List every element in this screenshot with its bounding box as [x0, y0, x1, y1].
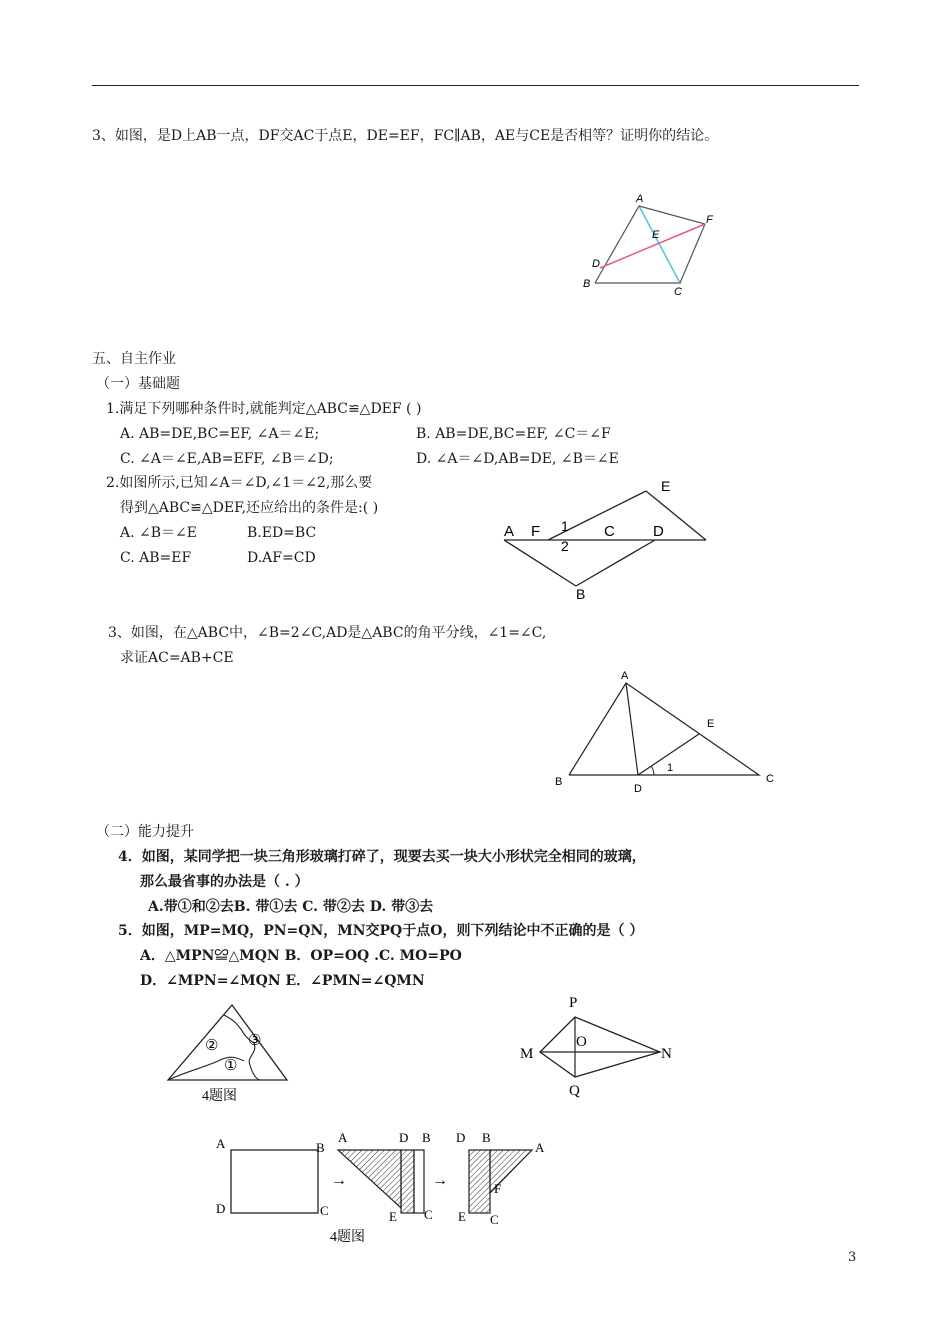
r2-label-D: D: [399, 1130, 409, 1145]
q3b-line2: 求证AC=AB+CE: [120, 650, 234, 666]
q2-option-d: D.AF=CD: [247, 550, 316, 566]
q4-options: A.带①和②去B. 带①去 C. 带②去 D. 带③去: [148, 899, 434, 915]
label-B: B: [555, 776, 563, 788]
r2-label-E: E: [389, 1209, 397, 1224]
label-C: C: [604, 523, 615, 540]
figure-angle-bisector-triangle: [550, 665, 790, 795]
q2-line1: 2.如图所示,已知∠A＝∠D,∠1＝∠2,那么要: [106, 475, 373, 491]
label-N: N: [661, 1046, 672, 1062]
label-D: D: [653, 523, 664, 540]
r2-label-C: C: [424, 1207, 433, 1222]
label-Q: Q: [569, 1083, 580, 1099]
label-2: 2: [561, 538, 569, 554]
r1-label-C: C: [320, 1203, 329, 1218]
r2-label-A: A: [338, 1130, 348, 1145]
r2-label-B: B: [422, 1130, 431, 1145]
header-rule: [92, 85, 859, 86]
page-number: 3: [848, 1250, 857, 1265]
q2-option-c: C. AB=EF: [120, 550, 192, 566]
label-M: M: [520, 1046, 534, 1062]
figure-parallelogram: [580, 190, 720, 300]
q2-line2: 得到△ABC≌△DEF,还应给出的条件是:( ): [120, 500, 379, 516]
label-A: A: [504, 523, 515, 540]
figure-caption: 4题图: [330, 1230, 365, 1245]
label-E: E: [661, 478, 671, 494]
q2-option-a: A. ∠B＝∠E: [120, 525, 197, 541]
label-C: C: [766, 773, 774, 785]
r3-label-E: E: [458, 1209, 466, 1224]
r1-label-A: A: [216, 1136, 226, 1151]
r3-label-F: F: [494, 1181, 502, 1196]
label-B: B: [576, 586, 586, 602]
figure-kite-mpnq: [515, 990, 685, 1100]
arrow-2: →: [432, 1172, 448, 1189]
label-A: A: [621, 670, 629, 682]
q4-line2: 那么最省事的办法是（ . ）: [140, 874, 309, 890]
problem-3-top: 3、如图，是D上AB一点，DF交AC于点E，DE=EF，FC∥AB，AE与CE是否相等？证明你的结论。: [92, 128, 719, 144]
label-O: O: [576, 1034, 587, 1050]
piece-2: ②: [205, 1038, 219, 1054]
label-F: F: [531, 523, 541, 540]
label-F: F: [706, 214, 713, 226]
label-1: 1: [667, 762, 674, 774]
r3-label-B: B: [482, 1130, 491, 1145]
label-E: E: [652, 229, 660, 241]
ability-section-heading: （二）能力提升: [96, 824, 194, 840]
figure-caption: 4题图: [202, 1089, 237, 1104]
q4-line1: 4．如图，某同学把一块三角形玻璃打碎了，现要去买一块大小形状完全相同的玻璃，: [118, 849, 646, 865]
r3-label-C: C: [490, 1212, 499, 1227]
r1-label-B: B: [316, 1140, 325, 1155]
section-five-heading: 五、自主作业: [92, 351, 176, 367]
label-E: E: [707, 718, 715, 730]
q5-stem: 5．如图，MP=MQ，PN=QN，MN交PQ于点O，则下列结论中不正确的是（ ）: [118, 923, 644, 939]
q3b-line1: 3、如图，在△ABC中，∠B=2∠C,AD是△ABC的角平分线，∠1=∠C,: [108, 625, 547, 641]
figure-rectangle-folding: [200, 1125, 570, 1245]
q1-option-d: D. ∠A＝∠D,AB=DE, ∠B＝∠E: [416, 451, 619, 467]
q1-option-c: C. ∠A＝∠E,AB=EFF, ∠B＝∠D;: [120, 451, 334, 467]
q1-option-b: B. AB=DE,BC=EF, ∠C＝∠F: [416, 426, 611, 442]
label-C: C: [674, 286, 682, 298]
label-D: D: [592, 258, 600, 270]
piece-3: ③: [248, 1033, 262, 1049]
piece-1: ①: [224, 1058, 238, 1074]
q5-options-line2: D．∠MPN=∠MQN E．∠PMN=∠QMN: [140, 973, 425, 989]
label-A: A: [636, 193, 644, 205]
q1-stem: 1.满足下列哪种条件时,就能判定△ABC≌△DEF ( ): [106, 401, 422, 417]
r3-label-A: A: [535, 1140, 545, 1155]
label-D: D: [634, 783, 642, 795]
figure-overlapping-triangles: [500, 475, 720, 605]
q1-option-a: A. AB=DE,BC=EF, ∠A＝∠E;: [120, 426, 320, 442]
figure-broken-glass: [160, 995, 300, 1105]
r1-label-D: D: [216, 1201, 226, 1216]
basic-section-heading: （一）基础题: [96, 376, 180, 392]
q5-options-line1: A．△MPN≌△MQN B．OP=OQ .C. MO=PO: [140, 948, 462, 964]
label-B: B: [583, 278, 591, 290]
label-1: 1: [561, 518, 569, 534]
r3-label-D: D: [456, 1130, 466, 1145]
label-P: P: [569, 995, 578, 1011]
q2-option-b: B.ED=BC: [247, 525, 317, 541]
arrow-1: →: [331, 1172, 347, 1189]
